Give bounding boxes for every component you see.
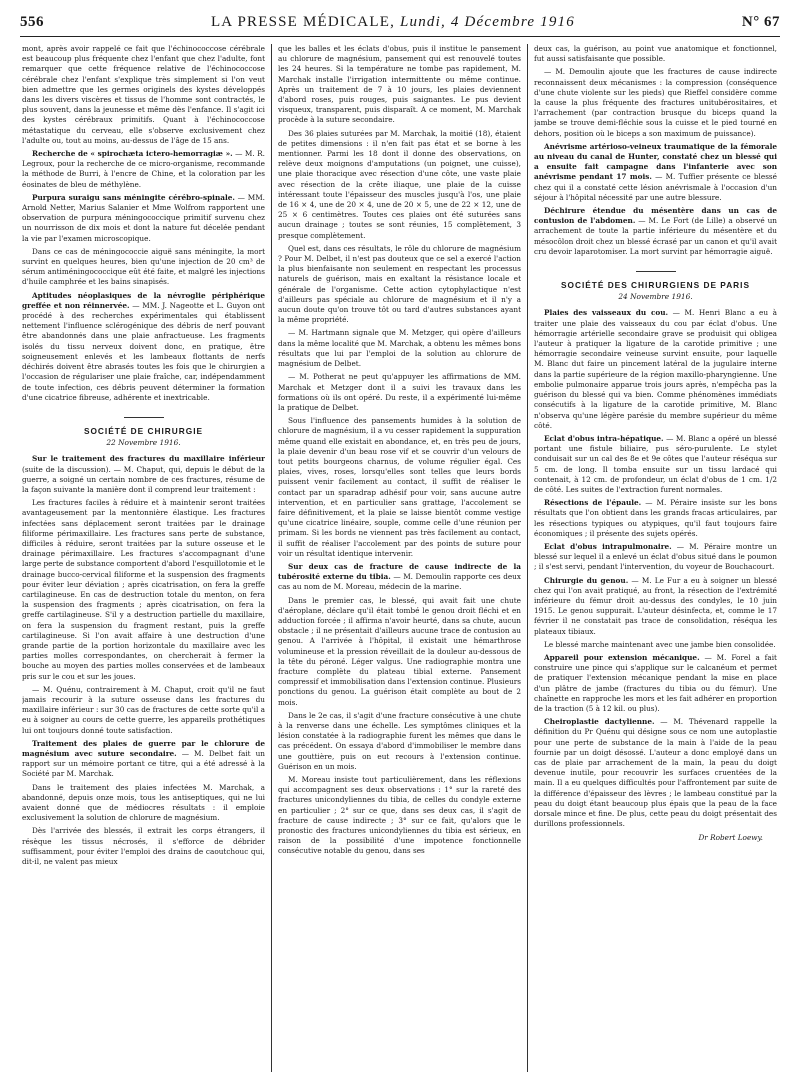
- article-heading: Cheiroplastie dactylienne.: [544, 717, 655, 727]
- article-heading: Traitement des plaies de guerre par le chlorure de magnésium avec suture secondaire.: [22, 738, 265, 758]
- article-body: — M. Tuffier présente ce blessé chez qui il a constaté cette lésion anévrismale à l'occasion d'un séjour à l'hôpital nécessité par une autre blessure.: [534, 172, 777, 202]
- article-body: — M. Henri Blanc a eu à traiter une plaie des vaisseaux du cou par éclat d'obus. Une hémorragie artérielle secondaire grave se produisit qui obligea l'auteur à pratiquer la ligature de la carotide primitive ; une hémorragie secondaire veineuse survint ensuite, pour laquelle M. Blanc dut faire un pincement latéral de la jugulaire interne dans la partie supérieure de la région maxillo-pharyngienne. Une embolie pulmonaire apparue trois jours après, n'empêcha pas la guérison du blessé qui va bien. Comme phénomènes immédiats consécutifs à la ligature de la carotide primitive, M. Blanc n'observa qu'une légère parésie du membre supérieur du même côté.: [534, 308, 777, 430]
- paragraph: Sous l'influence des pansements humides à la solution de chlorure de magnésium, il a vu cesser rapidement la suppuration même quand elle existait en abondance, et, en très peu de jours, la plaie devenir d'un beau rose vif et se couvrir d'un velours de tout petits bourgeons charnus, de volume régulier égal. Ces plaies, vives, roses, lorsqu'elles sont telles que leurs bords puissent venir facilement au contact, il suffit de réaliser le contact par un sparadrap adhésif pour voir, sans aucune autre intervention, et en particulier sans grattage, l'accolement se faire définitivement, et la plaie se laisse bientôt comme vestige qu'une cicatrice linéaire, souple, comme celle d'une réunion per primam. Si les bords ne viennent pas très facilement au contact, il suffit de réaliser l'accolement par des points de suture pour voir un résultat identique intervenir.: [278, 416, 521, 558]
- article-body: (suite de la discussion). — M. Chaput, qui, depuis le début de la guerre, a soigné un certain nombre de ces fractures, résume de la façon suivante la manière dont il comprend leur traitement :: [22, 464, 265, 494]
- paragraph: [534, 576, 777, 637]
- paragraph: [22, 739, 265, 780]
- paragraph: [534, 498, 777, 539]
- paragraph: [534, 653, 777, 714]
- article-heading: Aptitudes néoplasiques de la névroglie périphérique greffée et non réinnervée.: [22, 290, 265, 310]
- article-body: — M. Demoulin rapporte ces deux cas au nom de M. Moreau, médecin de la marine.: [278, 572, 521, 592]
- article-body: — M. Blanc a opéré un blessé portant une fistule biliaire, pus séro-purulente. Le stylet conduisait sur un cal des 8e et 9e côtes que l'auteur réséqua sur 5 cm. de long. Il tomba ensuite sur un tissu lardacé qui contenait, à 12 cm. de profondeur, un éclat d'obus de 1 cm. 1/2 de côté. Les suites de l'extraction furent normales.: [534, 433, 777, 494]
- paragraph: Dans le traitement des plaies infectées M. Marchak, a abandonné, depuis onze mois, tous les antiseptiques, qui ne lui avaient donné que de médiocres résultats : il emploie exclusivement la solution de chlorure de magnésium.: [22, 782, 265, 823]
- article-heading: Eclat d'obus intra-hépatique.: [544, 433, 664, 443]
- section-title: SOCIÉTÉ DE CHIRURGIE: [22, 417, 265, 436]
- paragraph: [534, 308, 777, 430]
- article-heading: Anévrisme artérioso-veineux traumatique de la fémorale au niveau du canal de Hunter, constaté chez un blessé qui a ensuite fait campagne dans l'infanterie avec son anévrisme pendant 17 mois.: [534, 141, 777, 182]
- section-title: SOCIÉTÉ DES CHIRURGIENS DE PARIS: [534, 271, 777, 290]
- article-heading: Chirurgie du genou.: [544, 575, 629, 585]
- article-heading: Recherche de « spirochæta ictero-hemorragiæ ».: [32, 149, 233, 159]
- paragraph: Le blessé marche maintenant avec une jambe bien consolidée.: [544, 639, 776, 649]
- column-3: [534, 44, 777, 1072]
- paragraph: Des 36 plaies suturées par M. Marchak, la moitié (18), étaient de petites dimensions : il n'en fait pas état et se borne à les mentionner. Parmi les 18 dont il donne des observations, on relève deux moignons d'amputations (un poignet, une cuisse), une plaie thoracique avec résection d'une côte, une vaste plaie avec résection de la crête iliaque, une plaie de la cuisse intéressant toute l'épaisseur des muscles jusqu'à l'os, une plaie de 16 × 4, une de 20 × 4, une de 20 × 5, une de 22 × 12, une de 25 × 6 centimètres. Toutes ces plaies ont été suturées sans aucun drainage ; toutes se sont réunies, 15 complètement, 3 presque complètement.: [278, 128, 521, 240]
- article-heading: Eclat d'obus intrapulmonaire.: [544, 541, 672, 551]
- article-heading: Résections de l'épaule.: [544, 498, 642, 508]
- paragraph: que les balles et les éclats d'obus, puis il institue le pansement au chlorure de magnésium, pansement qui est renouvelé toutes les 24 heures. Si la température ne tombe pas rapidement, M. Marchak installe l'irrigation intermittente ou même continue. Après un traitement de 7 à 10 jours, les plaies deviennent d'abord roses, puis rouges, puis saignantes. Le pus devient visqueux, transparent, puis disparaît. A ce moment, M. Marchak procède à la suture secondaire.: [278, 44, 521, 125]
- paragraph: Dans ce cas de méningococcie aiguë sans méningite, la mort survint en quelques heures, bien qu'une injection de 20 cm³ de sérum antiméningococcique eût été faite, et malgré les injections d'huile camphrée et les bains sinapisés.: [22, 246, 265, 287]
- paragraph: [534, 717, 777, 829]
- article-body: — M. Le Fur a eu à soigner un blessé chez qui l'on avait pratiqué, au front, la résection de l'extrémité inférieure du fémur droit au-dessus des condyles, le 10 juin 1915. Le genou suppurait. L'auteur désinfecta, et, comme le 17 février il ne constatait pas trace de consolidation, réséqua les plateaux tibiaux.: [534, 575, 777, 636]
- paragraph: Les fractures faciles à réduire et à maintenir seront traitées avantageusement par la mentonnière élastique. Les fractures infectées sans déplacement seront traitées par le drainage filiforme périmaxillaire. Les fractures sans perte de substance, difficiles à réduire, seront traitées par la suture osseuse et le drainage périmaxillaire. Les fractures s'accompagnant d'une large perte de substance comportent d'abord l'esquillotomie et le drainage bucco-cervical filiforme et la suspension des fragments pour éviter leur déviation ; après cicatrisation, on fera la greffe cartilagineuse. En cas de destruction totale du menton, on fera la suspension des fragments ; après cicatrisation, on fera la greffe cartilagineuse. S'il y a destruction partielle du maxillaire, on fera la suspension du fragment restant, puis la greffe cartilagineuse. Si l'on avait affaire à une destruction d'une grande partie de la portion horizontale du maxillaire avec les parties molles correspondantes, on chercherait à fermer la bouche au moyen des parties molles conservées et de lambeaux pris sur le cou et sur les joues.: [22, 498, 265, 681]
- paragraph: Dès l'arrivée des blessés, il extrait les corps étrangers, il résèque les tissus nécrosés, il s'efforce de débrider suffisamment, pour éviter l'emploi des drains de caoutchouc qui, dit-il, ne valent pas mieux: [22, 826, 265, 867]
- paragraph: M. Moreau insiste tout particulièrement, dans les réflexions qui accompagnent ses deux observations : 1° sur la rareté des fractures unicondyliennes du tibia, de celles du condyle externe en particulier ; 2° sur ce que, dans ses deux cas, il s'agit de fracture de cause indirecte ; 3° sur ce fait, qu'alors que le pronostic des fractures unicondyliennes du tibia est sérieux, en raison de la possibilité d'une impotence fonctionnelle consécutive notable du genou, dans ses: [278, 775, 521, 856]
- article-body: — M. Thévenard rappelle la définition du Pr Quénu qui désigne sous ce nom une autoplastie pour une perte de substance de la main à l'aide de la peau fournie par un doigt désossé. L'auteur a donc employé dans un cas de plaie par arrachement de la main, la peau du doigt devenue inutile, pour recouvrir les surfaces cruentées de la main. Il a eu quelques difficultés pour l'affrontement par suite de la différence d'épaisseur des lèvres ; le lambeau constitué par la peau du doigt étant beaucoup plus épais que la peau de la face dorsale mince et fine. De plus, cette peau du doigt présentait des durillons professionnels.: [534, 717, 777, 829]
- column-2: [278, 44, 521, 1072]
- article-heading: Plaies des vaisseaux du cou.: [544, 308, 669, 318]
- paragraph: Dans le 2e cas, il s'agit d'une fracture consécutive à une chute à la renverse dans une échelle. Les symptômes cliniques et la lésion constatée à la radiographie furent les mêmes que dans le cas précédent. On essaya d'abord d'immobiliser le membre dans une gouttière, puis on eut recours à l'extension continue. Guérison en un mois.: [278, 710, 521, 771]
- paragraph: [534, 542, 777, 573]
- paragraph: — M. Potherat ne peut qu'appuyer les affirmations de MM. Marchak et Metzger dont il a suivi les travaux dans les formations où ils ont opéré. Du reste, il a expérimenté lui-même la pratique de Delbet.: [278, 372, 521, 412]
- article-heading: Sur le traitement des fractures du maxillaire inférieur: [32, 454, 265, 464]
- column-1: [22, 44, 265, 1072]
- paragraph: [534, 142, 777, 203]
- paragraph: mont, après avoir rappelé ce fait que l'échinococcose cérébrale est beaucoup plus fréquente chez l'enfant que chez l'adulte, font remarquer que cette fréquence relative de l'échinococcose cérébrale chez l'enfant s'explique très simplement si l'on veut bien admettre que les germes originels des kystes développés dans les divers viscères et tissus de l'homme sont contractés, le plus souvent, dans la jeunesse et même dès l'enfance. Il s'agit ici des kystes cérébraux primitifs. Quant à l'échinococcose métastatique du cerveau, elle s'observe exclusivement chez l'adulte ou, tout au moins, au-dessus de l'âge de 15 ans.: [22, 44, 265, 145]
- paragraph: [22, 291, 265, 403]
- article-body: — M. Péraire montre un blessé sur lequel il a enlevé un éclat d'obus situé dans le poumon ; il s'est servi, pendant l'intervention, du voyeur de Bouchacourt.: [534, 541, 777, 572]
- article-body: — MM. J. Nageotte et L. Guyon ont procédé à des recherches expérimentales qui établissent nettement l'influence sclérogénique des débris de nerf pouvant être abandonnés dans une plaie anfractueuse. Les fragments isolés du tissu nerveux doivent donc, en pratique, être soigneusement enlevés et les lambeaux flottants de nerfs déchirés doivent être abrasés toutes les fois que le chirurgien a l'occasion de régulariser une plaie fraîche, car, indépendamment de toute infection, ces débris peuvent déterminer la formation d'une cicatrice fibreuse, adhérente et inextricable.: [22, 300, 265, 402]
- issue-date: Lundi, 4 Décembre 1916: [399, 14, 575, 30]
- article-heading: Sur deux cas de fracture de cause indirecte de la tubérosité externe du tibia.: [278, 561, 521, 582]
- journal-title-line: LA PRESSE MÉDICALE, Lundi, 4 Décembre 1916: [210, 14, 575, 30]
- paragraph: [22, 149, 265, 190]
- paragraph: — M. Hartmann signale que M. Metzger, qui opère d'ailleurs dans la même localité que M. Marchak, a obtenu les mêmes bons résultats que lui par l'emploi de la solution au chlorure de magnésium de Delbet.: [278, 328, 521, 369]
- paragraph: deux cas, la guérison, au point vue anatomique et fonctionnel, fut aussi satisfaisante que possible.: [534, 44, 777, 64]
- page-header: [20, 14, 780, 32]
- article-body: — M. Delbet fait un rapport sur un mémoire portant ce titre, qui a été adressé à la Société par M. Marchak.: [22, 749, 265, 779]
- paragraph: [278, 562, 521, 593]
- journal-name: LA PRESSE MÉDICALE: [210, 14, 391, 30]
- author-signature: Dr Robert Loewy.: [698, 833, 763, 843]
- article-heading: Purpura suraigu sans méningite cérébro-spinale.: [32, 192, 235, 202]
- article-body: — M. Forel a fait construire une pince qui s'applique sur le calcanéum et permet de pratiquer l'extension mécanique pendant la mise en place d'un plâtre de jambe (fractures du tibia ou du fémur). Une chaînette en rapproche les mors et les fait adhérer en proportion de la traction (5 à 12 kil. ou plus).: [534, 652, 777, 713]
- section-date: 24 Novembre 1916.: [618, 292, 693, 302]
- section-date: 22 Novembre 1916.: [106, 438, 181, 448]
- article-body: — MM. Arnold Netter, Marius Salanier et Mme Wolfrom rapportent une observation de purpura méningococcique primitif survenu chez un nourrisson de dix mois et dont la nature fut décelée pendant la vie par l'examen microscopique.: [22, 192, 265, 243]
- paragraph: [534, 206, 777, 257]
- paragraph: [22, 193, 265, 244]
- paragraph: [534, 434, 777, 495]
- column-divider: [527, 44, 528, 1072]
- header-rule: [20, 36, 780, 37]
- article-heading: Appareil pour extension mécanique.: [544, 652, 700, 662]
- paragraph: [22, 454, 265, 495]
- article-body: — M. Péraire insiste sur les bons résultats que l'on obtient dans les grands fracas articulaires, par les résections typiques ou atypiques, qu'il faut toujours faire économiques ; il présente des sujets opérés.: [534, 498, 777, 538]
- paragraph: Dans le premier cas, le blessé, qui avait fait une chute d'aéroplane, déclare qu'il était tombé le genou droit fléchi et en adduction forcée ; il affirma n'avoir heurté, dans sa chute, aucun obstacle ; il ne présentait d'ailleurs aucune trace de contusion au genou. A l'arrivée à l'hôpital, il existait une hémarthrose volumineuse et la pression réveillait de la douleur au-dessous de la tête du péroné. Léger valgus. Une radiographie montra une fracture complète du plateau tibial externe. Pansement compressif et immobilisation dans l'extension continue. Plusieurs ponctions du genou. La guérison était complète au bout de 2 mois.: [278, 595, 521, 707]
- column-divider: [271, 44, 272, 1072]
- paragraph: — M. Quénu, contrairement à M. Chaput, croit qu'il ne faut jamais recourir à la suture osseuse dans les fractures du maxillaire inférieur : sur 30 cas de fractures de cette sorte qu'il a eu à soigner au cours de cette guerre, les appareils prothétiques lui ont toujours donné toute satisfaction.: [22, 684, 265, 735]
- page-number: 556: [20, 14, 44, 30]
- paragraph: Quel est, dans ces résultats, le rôle du chlorure de magnésium ? Pour M. Delbet, il n'est pas douteux que ce sel a exercé l'action la plus bienfaisante non seulement en respectant les processus naturels de guérison, mais en exaltant la résistance locale et générale de l'organisme. Cette action cytophylactique n'est d'ailleurs pas spéciale au chlorure de magnésium et il n'y a aucun doute qu'on trouve tôt ou tard d'autres substances ayant la même propriété.: [278, 243, 521, 325]
- paragraph: — M. Demoulin ajoute que les fractures de cause indirecte reconnaissent deux mécanismes : la compression (conséquence d'une chute violente sur les pieds) que Rieffel considère comme la cause la plus fréquente des fractures unitubérositaires, et l'arrachement (par contraction brusque du biceps quand la jambe se trouve demi-fléchie sous la cuisse et le pied tourné en dehors, position où le biceps a son maximum de puissance).: [534, 67, 777, 138]
- article-body: — M. R. Legroux, pour la recherche de ce micro-organisme, recommande la méthode de Burri, à l'encre de Chine, et la coloration par les éosinates de bleu de méthylène.: [22, 149, 265, 189]
- issue-number: N° 67: [741, 14, 780, 30]
- article-body: — M. Le Fort (de Lille) a observé un arrachement de toute la partie inférieure du mésentère et du mésocôlon droit chez un blessé écrasé par un canon et qu'il avait cru devoir laparotomiser. La mort survint par hémorragie aiguë.: [534, 216, 777, 256]
- article-heading: Déchirure étendue du mésentère dans un cas de contusion de l'abdomen.: [534, 206, 777, 226]
